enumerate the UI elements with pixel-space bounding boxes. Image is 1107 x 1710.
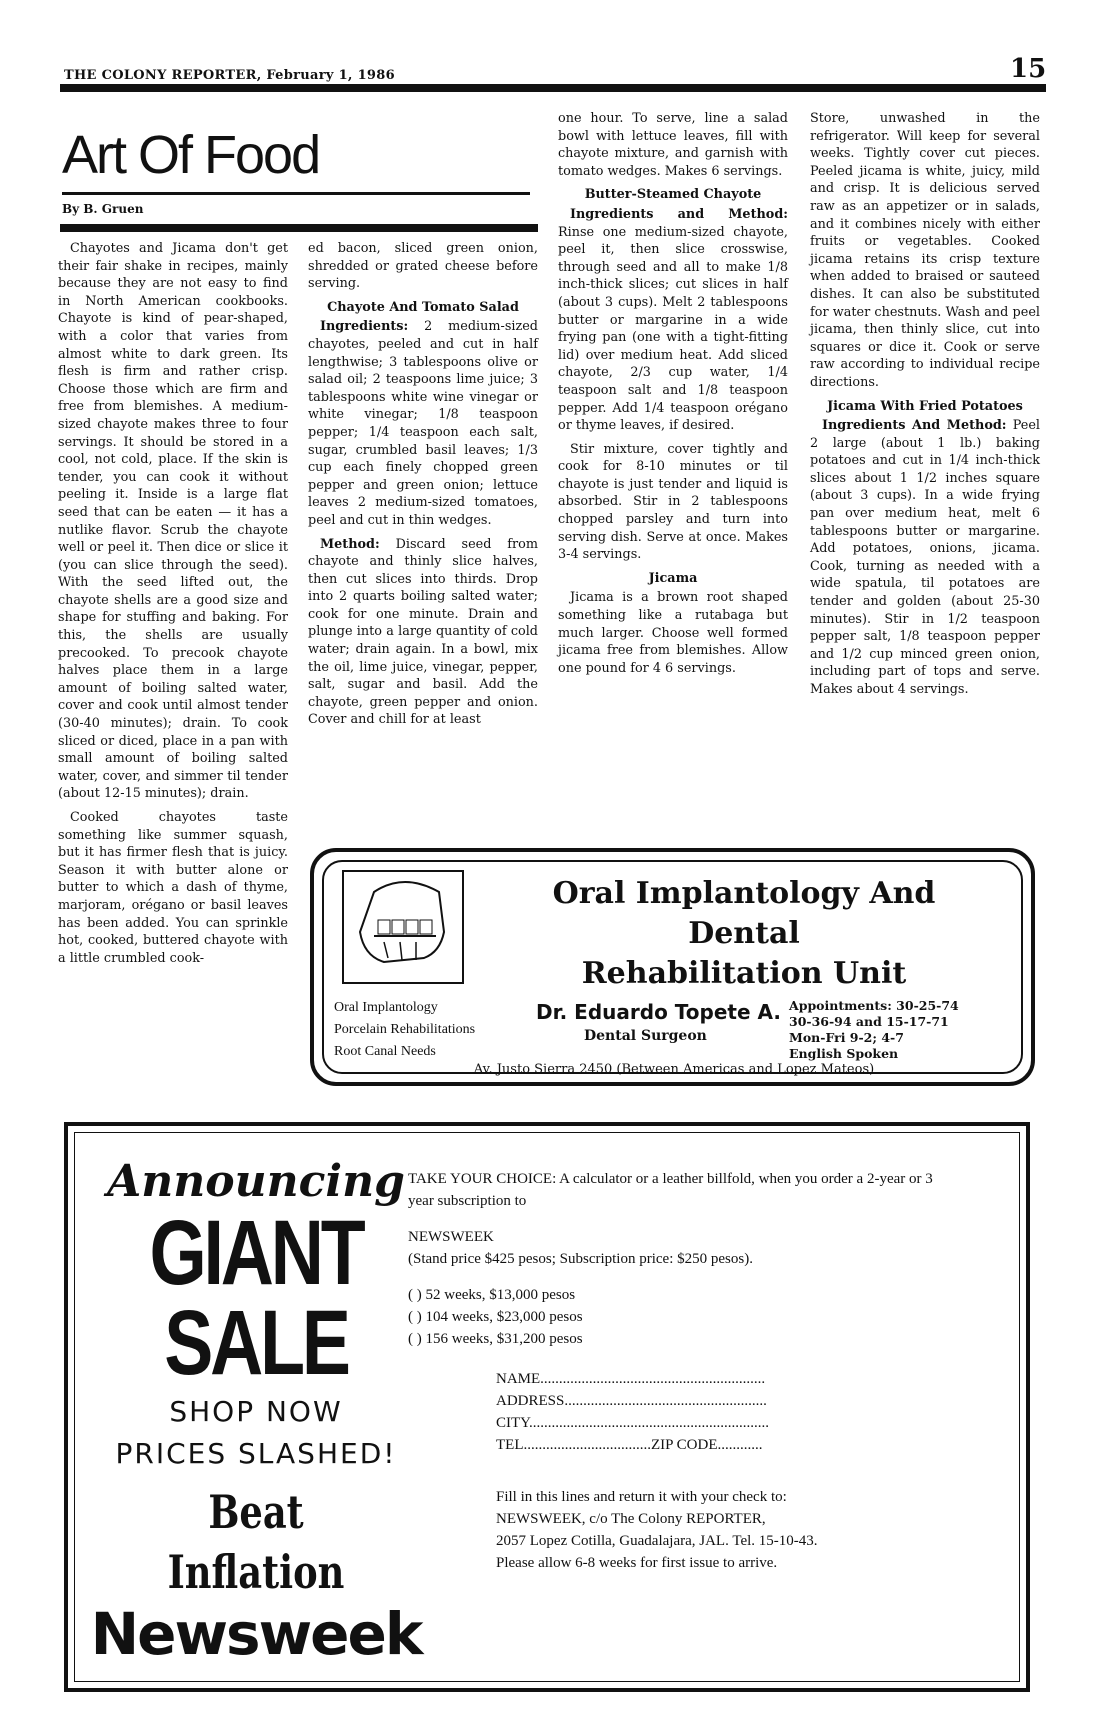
prices-slashed-text: PRICES SLASHED! [115,1437,397,1470]
price-line: (Stand price $425 pesos; Subscription price: $250 pesos). [408,1251,753,1267]
section-title-jicama: Jicama [648,570,698,586]
fill-line-3: 2057 Lopez Cotilla, Guadalajara, JAL. Tel. 15-10-43. [496,1533,818,1549]
publication-header: THE COLONY REPORTER, February 1, 1986 [64,68,395,83]
ingredients-label: Ingredients: [320,319,409,335]
return-instructions [496,1486,948,1574]
salad-ingredients: 2 medium-sized chayotes, peeled and cut in half lengthwise; 3 tablespoons olive or salad oil; 2 teaspoons lime juice; 3 tablespoons white wine vinegar or white vinegar; 1/8 teaspoon pepper; 1/4 teaspoon each salt, sugar, crumbled basil leaves; 1/3 cup each finely chopped green pepper and green onion; lettuce leaves 2 medium-sized tomatoes, peel and cut in thin wedges. [308,319,538,528]
address-field[interactable]: ADDRESS...................................................... [496,1393,767,1409]
article-column-4 [810,110,1040,705]
paragraph: Jicama is a brown root shaped something like a rutabaga but much larger. Choose well formed jicama free from blemishes. Allow one pound for 4 6 servings. [558,590,788,676]
shop-now-text: SHOP NOW [169,1395,343,1428]
paragraph: Chayotes and Jicama don't get their fair shake in recipes, mainly because they are not easy to find in North American cookbooks. Chayote is kind of pear-shaped, with a color that varies from almost white to dark green. Its flesh is firm and rather crisp. Choose those which are firm and free from blemishes. A medium-sized chayote makes three to four servings. It should be stored in a cool, not cold, place. If the skin is tender, you can cook it without peeling it. Inside is a large flat seed that can be eaten — it has a nutlike flavor. Scrub the chayote well or peel it. Then dice or slice it (you can slice through the seed). With the seed lifted out, the chayote shells are a good size and shape for stuffing and baking. For this, the shells are usually precooked. To precook chayote halves place them in a large amount of boiling salted water, cover and cook until almost tender (30-40 minutes); drain. To cook sliced or diced, place in a pan with small amount of boiling salted water, cover, and simmer til tender (about 12-15 minutes); drain. [58,241,288,802]
dental-illustration [342,870,464,984]
dental-title-line-1: Oral Implantology And Dental [552,876,936,951]
option-52-weeks[interactable]: ( ) 52 weeks, $13,000 pesos [408,1287,576,1303]
title-rule [62,192,530,195]
method-label: Method: [320,536,380,552]
order-form [496,1368,948,1456]
fill-line-4: Please allow 6-8 weeks for first issue to arrive. [496,1555,778,1571]
butter-text: Rinse one medium-sized chayote, peel it, then slice crosswise, through seed and all to make 1/8 inch-thick slices; cut slices in half (about 3 cups). Melt 2 tablespoons butter or margarine in a wide frying pan (one with a tight-fitting lid) over medium heat. Add sliced chayote, 2/3 cup water, 1/4 teaspoon salt and 1/8 teaspoon pepper. Add 1/4 teaspoon orégano or thyme leaves, if desired. [558,224,788,434]
city-field[interactable]: CITY................................................................ [496,1415,770,1431]
recipe-title-salad: Chayote And Tomato Salad [327,299,519,315]
newsweek-advertisement [64,1122,1030,1692]
paragraph: Cooked chayotes taste something like summer squash, but it has firmer flesh that is juicy. Season it with butter alone or butter to which a dash of thyme, marjoram, orégano or basil leaves has been added. You can sprinkle hot, cooked, buttered chayote with a little crumbled cook- [58,810,288,966]
byline-rule [60,224,538,232]
fill-line-2: NEWSWEEK, c/o The Colony REPORTER, [496,1511,766,1527]
paragraph: Store, unwashed in the refrigerator. Will keep for several weeks. Tightly cover cut pieces. Peeled jicama is white, juicy, mild and crisp. It is delicious served raw as an appetizer or in salads, and it combines nicely with either fruits or vegetables. Cooked jicama retains its crisp texture when added to braised or sauteed dishes. It can also be substituted for water chestnuts. Wash and peel jicama, then thinly slice, cut into squares or dice it. Cook or serve raw according to individual recipe directions. [810,111,1040,390]
dental-address: Av. Justo Sierra 2450 (Between Americas and Lopez Mateos) [473,1062,875,1077]
doctor-role: Dental Surgeon [584,1028,707,1044]
other-phones: 30-36-94 and 15-17-71 [789,1014,949,1029]
sale-banner [86,1156,426,1666]
office-hours: Mon-Fri 9-2; 4-7 [789,1030,904,1045]
article-title: Art Of Food [62,125,320,185]
appointments-phone: Appointments: 30-25-74 [789,998,959,1013]
brand-text: NEWSWEEK [408,1229,494,1245]
article-column-3 [558,110,788,683]
fill-line-1: Fill in this lines and return it with your check to: [496,1489,787,1505]
service-item: Porcelain Rehabilitations [334,1022,476,1037]
doctor-name: Dr. Eduardo Topete A. [536,1000,781,1024]
paragraph: one hour. To serve, line a salad bowl with lettuce leaves, fill with chayote mixture, and garnish with tomato wedges. Makes 6 servings. [558,111,788,179]
salad-method: Discard seed from chayote and thinly slice halves, then cut slices into thirds. Drop into 2 quarts boiling salted water; cook for one minute. Drain and plunge into a large quantity of cold water; drain again. In a bowl, mix the oil, lime juice, vinegar, pepper, salt, sugar and basil. Add the chayote, green pepper and onion. Cover and chill for at least [308,536,538,728]
sale-text: SALE [164,1292,348,1394]
article-column-2 [308,240,538,735]
ingredients-method-label: Ingredients And Method: [822,418,1007,434]
jaw-icon [344,872,462,982]
byline: By B. Gruen [62,202,144,216]
dental-title-line-2: Rehabilitation Unit [581,956,907,991]
subscription-offer [408,1168,948,1574]
option-156-weeks[interactable]: ( ) 156 weeks, $31,200 pesos [408,1331,583,1347]
header-rule [60,84,1046,92]
subscription-options [408,1284,948,1350]
fried-text: Peel 2 large (about 1 lb.) baking potatoes and cut in 1/4 inch-thick slices about 1 1/2 inches square (about 3 cups). In a wide frying pan over medium heat, melt 6 tablespoons butter or margarine. Add potatoes, onions, jicama. Cook, turning as needed with a wide spatula, til potatoes are tender and golden (about 25-30 minutes). Stir in 1/2 teaspoon pepper salt, 1/8 teaspoon pepper and 1/2 cup minced green onion, including part of tops and serve. Makes about 4 servings. [810,418,1040,697]
announcing-text: Announcing [107,1156,405,1207]
page-number: 15 [1010,54,1047,84]
dental-ad-title [514,874,974,994]
offer-text: TAKE YOUR CHOICE: A calculator or a leather billfold, when you order a 2-year or 3 year subscription to [408,1171,933,1209]
recipe-title-butter: Butter-Steamed Chayote [584,187,762,203]
service-item: Root Canal Needs [334,1044,436,1059]
name-field[interactable]: NAME............................................................ [496,1371,766,1387]
tel-zip-field[interactable]: TEL..................................ZIP CODE............ [496,1437,763,1453]
giant-text: GIANT [149,1202,363,1304]
article-column-1 [58,240,288,973]
english-spoken: English Spoken [789,1046,899,1061]
dental-advertisement [310,848,1035,1086]
recipe-title-fried: Jicama With Fried Potatoes [827,398,1023,414]
appointment-info [789,998,959,1062]
option-104-weeks[interactable]: ( ) 104 weeks, $23,000 pesos [408,1309,583,1325]
beat-inflation-text: Beat Inflation [167,1485,345,1599]
service-item: Oral Implantology [334,1000,438,1015]
dental-services [334,997,475,1063]
paragraph: Stir mixture, cover tightly and cook for 8-10 minutes or til chayote is just tender and liquid is absorbed. Stir in 2 tablespoons chopped parsley and turn into serving dish. Serve at once. Makes 3-4 servings. [558,441,788,563]
ingredients-method-label: Ingredients and Method: [570,206,788,222]
paragraph: ed bacon, sliced green onion, shredded or grated cheese before serving. [308,241,538,292]
newsweek-logo: Newsweek [90,1600,422,1668]
